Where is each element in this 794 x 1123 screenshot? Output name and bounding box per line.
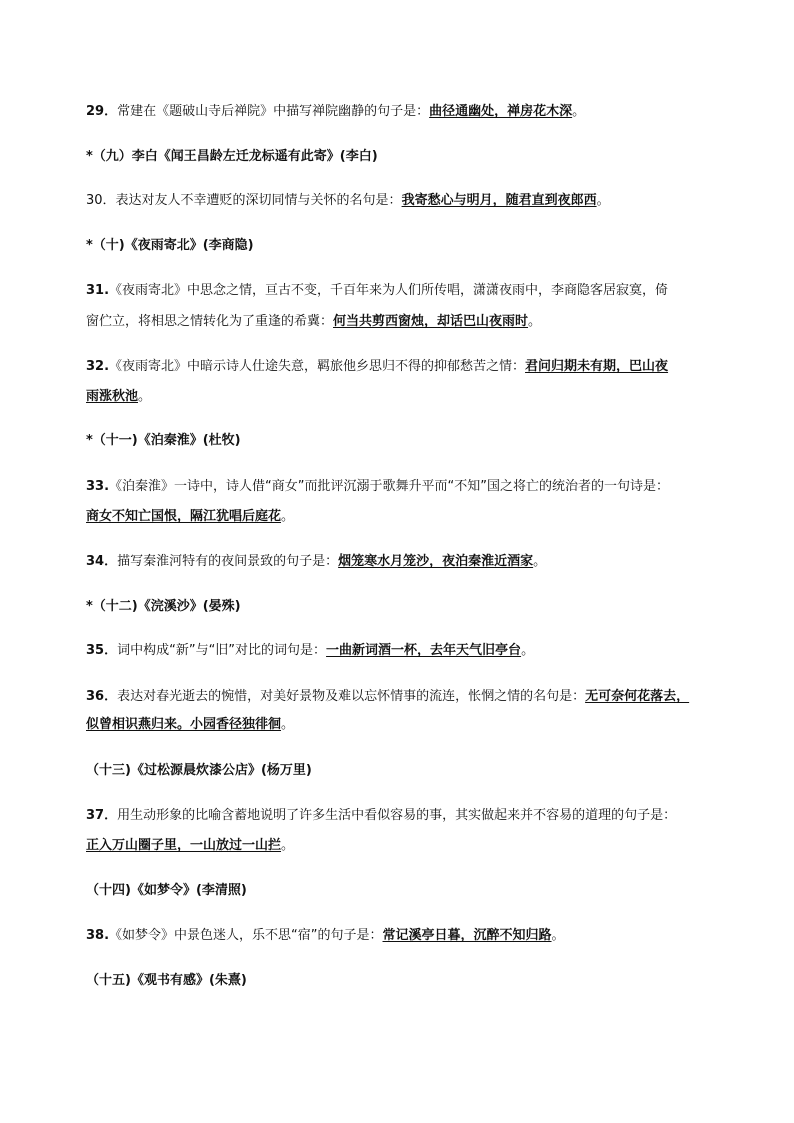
answer-text: 君问归期未有期，巴山夜 — [525, 359, 669, 374]
question-31-line2 — [86, 313, 541, 331]
question-text: 《夜雨寄北》中思念之情，亘古不变，千百年来为人们所传唱，潇潇夜雨中，李商隐客居寂寞，倚 — [109, 283, 669, 298]
answer-text: 正入万山圈子里，一山放过一山拦 — [86, 838, 282, 853]
answer-text: 商女不知亡国恨，隔江犹唱后庭花 — [86, 509, 282, 524]
answer-end: 。 — [521, 643, 535, 658]
answer-end: 。 — [596, 193, 610, 208]
section-heading-14: （十四)《如梦令》(李清照) — [86, 883, 247, 898]
answer-end: 。 — [533, 554, 547, 569]
answer-text: 我寄愁心与明月，随君直到夜郎西 — [401, 193, 597, 208]
section-heading-9: *（九）李白《闻王昌龄左迁龙标遥有此寄》(李白) — [86, 149, 378, 164]
question-text: 《泊秦淮》一诗中，诗人借“商女”而批评沉溺于歌舞升平而“不知”国之将亡的统治者的一句诗是： — [109, 479, 669, 494]
question-number: 35． — [86, 643, 118, 658]
answer-end: 。 — [138, 389, 152, 404]
question-number: 30． — [86, 193, 116, 208]
answer-text: 烟笼寒水月笼沙，夜泊秦淮近酒家 — [338, 554, 534, 569]
question-38 — [86, 927, 565, 945]
answer-text: 似曾相识燕归来。小园香径独徘徊 — [86, 717, 282, 732]
question-32-line1 — [86, 358, 668, 376]
answer-text: 常记溪亭日暮，沉醉不知归路 — [382, 928, 552, 943]
question-36-line2 — [86, 716, 294, 734]
question-text: 表达对春光逝去的惋惜，对美好景物及难以忘怀情事的流连，怅惘之情的名句是： — [117, 689, 586, 704]
question-number: 33. — [86, 479, 110, 494]
answer-end: 。 — [551, 928, 565, 943]
answer-text: 曲径通幽处，禅房花木深 — [429, 104, 573, 119]
question-30 — [86, 192, 610, 210]
question-text: 常建在《题破山寺后禅院》中描写禅院幽静的句子是： — [117, 104, 430, 119]
question-text: 描写秦淮河特有的夜间景致的句子是： — [117, 554, 339, 569]
question-number: 32. — [86, 359, 110, 374]
question-29 — [86, 103, 585, 121]
question-text: 窗伫立，将相思之情转化为了重逢的希冀： — [86, 314, 334, 329]
question-number: 34． — [86, 554, 118, 569]
question-33-line2 — [86, 508, 294, 526]
answer-text: 雨涨秋池 — [86, 389, 139, 404]
section-heading-10: *（十)《夜雨寄北》(李商隐) — [86, 238, 254, 253]
question-text: 用生动形象的比喻含蓄地说明了许多生活中看似容易的事，其实做起来并不容易的道理的句子是： — [117, 808, 677, 823]
question-text: 《如梦令》中景色迷人，乐不思“宿”的句子是： — [109, 928, 383, 943]
answer-text: 何当共剪西窗烛，却话巴山夜雨时 — [333, 314, 529, 329]
section-heading-15: （十五)《观书有感》(朱熹) — [86, 973, 247, 988]
answer-text: 无可奈何花落去， — [585, 689, 690, 704]
question-text: 表达对友人不幸遭贬的深切同情与关怀的名句是： — [115, 193, 402, 208]
question-number: 31. — [86, 283, 110, 298]
question-number: 38. — [86, 928, 110, 943]
question-number: 36． — [86, 689, 118, 704]
answer-end: 。 — [281, 838, 295, 853]
answer-text: 一曲新词酒一杯，去年天气旧亭台 — [326, 643, 522, 658]
answer-end: 。 — [281, 717, 295, 732]
question-35 — [86, 642, 534, 660]
question-32-line2 — [86, 388, 151, 406]
question-37-line1 — [86, 807, 676, 825]
section-heading-13: （十三)《过松源晨炊漆公店》(杨万里) — [86, 763, 312, 778]
section-heading-11: *（十一)《泊秦淮》(杜牧) — [86, 433, 241, 448]
question-37-line2 — [86, 837, 294, 855]
answer-end: 。 — [528, 314, 542, 329]
question-36-line1 — [86, 688, 689, 706]
question-31-line1 — [86, 282, 668, 300]
question-text: 词中构成“新”与“旧”对比的词句是： — [117, 643, 327, 658]
answer-end: 。 — [281, 509, 295, 524]
question-34 — [86, 553, 546, 571]
question-33-line1 — [86, 478, 669, 496]
question-number: 37． — [86, 808, 118, 823]
question-text: 《夜雨寄北》中暗示诗人仕途失意，羁旅他乡思归不得的抑郁愁苦之情： — [109, 359, 526, 374]
question-number: 29． — [86, 104, 118, 119]
section-heading-12: *（十二)《浣溪沙》(晏殊) — [86, 599, 241, 614]
answer-end: 。 — [572, 104, 586, 119]
